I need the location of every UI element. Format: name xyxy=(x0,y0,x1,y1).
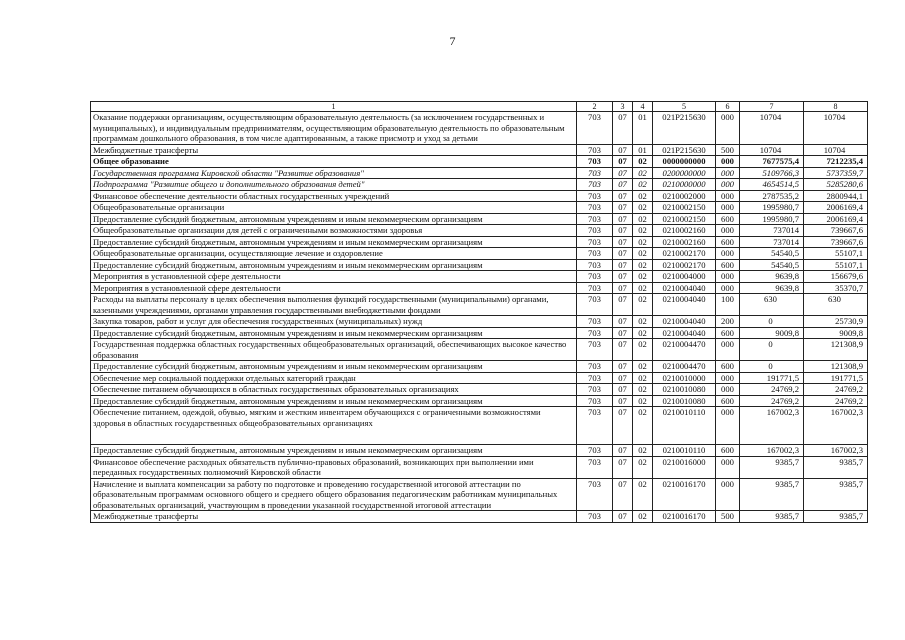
row-amount-2: 2800944,1 xyxy=(804,190,868,202)
row-amount-1: 737014 xyxy=(740,236,804,248)
row-subsection: 01 xyxy=(633,112,653,145)
row-admin-code: 703 xyxy=(577,445,613,457)
row-expense-type: 000 xyxy=(716,190,740,202)
row-section: 07 xyxy=(613,225,633,237)
table-row xyxy=(91,407,868,445)
row-amount-2: 191771,5 xyxy=(804,372,868,384)
row-target-article: 0210002170 xyxy=(653,248,716,260)
row-admin-code: 703 xyxy=(577,271,613,283)
row-amount-1: 54540,5 xyxy=(740,259,804,271)
row-amount-1: 10704 xyxy=(740,112,804,145)
table-row xyxy=(91,395,868,407)
row-amount-2: 25730,9 xyxy=(804,316,868,328)
table-row xyxy=(91,456,868,478)
row-target-article: 0210010080 xyxy=(653,384,716,396)
row-section: 07 xyxy=(613,294,633,316)
row-name: Государственная программа Кировской области "Развитие образования" xyxy=(91,167,577,179)
row-target-article: 0210002170 xyxy=(653,259,716,271)
row-name: Межбюджетные трансферты xyxy=(91,144,577,156)
row-target-article: 0210004470 xyxy=(653,361,716,373)
row-name: Предоставление субсидий бюджетным, автономным учреждениям и иным некоммерческим организациям xyxy=(91,395,577,407)
row-amount-1: 1995980,7 xyxy=(740,213,804,225)
table-row xyxy=(91,282,868,294)
row-subsection: 02 xyxy=(633,190,653,202)
table-header-row xyxy=(91,102,868,112)
table-row xyxy=(91,259,868,271)
row-subsection: 02 xyxy=(633,282,653,294)
row-section: 07 xyxy=(613,112,633,145)
row-admin-code: 703 xyxy=(577,316,613,328)
row-target-article: 0210016000 xyxy=(653,456,716,478)
row-target-article: 0210010000 xyxy=(653,372,716,384)
row-expense-type: 100 xyxy=(716,294,740,316)
page-number: 7 xyxy=(449,34,456,48)
row-admin-code: 703 xyxy=(577,407,613,445)
row-section: 07 xyxy=(613,327,633,339)
row-target-article: 0210002160 xyxy=(653,236,716,248)
row-amount-2: 156679,6 xyxy=(804,271,868,283)
row-subsection: 02 xyxy=(633,327,653,339)
row-expense-type: 600 xyxy=(716,361,740,373)
row-amount-2: 9385,7 xyxy=(804,456,868,478)
table-row xyxy=(91,213,868,225)
row-name: Обеспечение мер социальной поддержки отдельных категорий граждан xyxy=(91,372,577,384)
table-body xyxy=(91,112,868,523)
row-expense-type: 000 xyxy=(716,248,740,260)
row-amount-1: 2787535,2 xyxy=(740,190,804,202)
row-subsection: 02 xyxy=(633,167,653,179)
row-name: Предоставление субсидий бюджетным, автономным учреждениям и иным некоммерческим организациям xyxy=(91,236,577,248)
row-expense-type: 000 xyxy=(716,282,740,294)
header-col-1: 1 xyxy=(91,102,577,112)
table-row xyxy=(91,384,868,396)
row-expense-type: 600 xyxy=(716,236,740,248)
row-expense-type: 000 xyxy=(716,179,740,191)
table-row xyxy=(91,316,868,328)
row-subsection: 02 xyxy=(633,213,653,225)
row-amount-2: 9385,7 xyxy=(804,478,868,511)
header-col-2: 2 xyxy=(577,102,613,112)
row-target-article: 0210016170 xyxy=(653,478,716,511)
table-row xyxy=(91,478,868,511)
row-expense-type: 200 xyxy=(716,316,740,328)
row-name: Общеобразовательные организации, осуществляющие лечение и оздоровление xyxy=(91,248,577,260)
table-row xyxy=(91,339,868,361)
row-subsection: 02 xyxy=(633,478,653,511)
row-name: Предоставление субсидий бюджетным, автономным учреждениям и иным некоммерческим организациям xyxy=(91,327,577,339)
row-target-article: 0000000000 xyxy=(653,156,716,168)
table-row xyxy=(91,156,868,168)
row-expense-type: 000 xyxy=(716,384,740,396)
row-section: 07 xyxy=(613,395,633,407)
row-amount-1: 7677575,4 xyxy=(740,156,804,168)
row-expense-type: 000 xyxy=(716,407,740,445)
row-amount-1: 24769,2 xyxy=(740,384,804,396)
row-amount-2: 739667,6 xyxy=(804,225,868,237)
row-expense-type: 600 xyxy=(716,327,740,339)
row-target-article: 0210004000 xyxy=(653,271,716,283)
row-amount-1: 0 xyxy=(740,316,804,328)
row-section: 07 xyxy=(613,156,633,168)
row-amount-2: 2006169,4 xyxy=(804,213,868,225)
table-row xyxy=(91,179,868,191)
table-row xyxy=(91,294,868,316)
row-target-article: 0210004040 xyxy=(653,282,716,294)
row-subsection: 02 xyxy=(633,511,653,523)
row-subsection: 02 xyxy=(633,271,653,283)
row-subsection: 02 xyxy=(633,294,653,316)
row-admin-code: 703 xyxy=(577,112,613,145)
table-row xyxy=(91,511,868,523)
row-name: Общеобразовательные организации для детей с ограниченными возможностями здоровья xyxy=(91,225,577,237)
row-name: Финансовое обеспечение расходных обязательств публично-правовых образований, возникающих при выполнении ими переданных государственных полномочий Кировской области xyxy=(91,456,577,478)
row-amount-1: 9639,8 xyxy=(740,282,804,294)
row-name: Обеспечение питанием обучающихся в областных государственных образовательных организациях xyxy=(91,384,577,396)
row-subsection: 02 xyxy=(633,361,653,373)
table-row xyxy=(91,202,868,214)
row-subsection: 02 xyxy=(633,372,653,384)
row-section: 07 xyxy=(613,282,633,294)
row-admin-code: 703 xyxy=(577,179,613,191)
row-subsection: 02 xyxy=(633,225,653,237)
row-name: Предоставление субсидий бюджетным, автономным учреждениям и иным некоммерческим организациям xyxy=(91,361,577,373)
header-col-5: 5 xyxy=(653,102,716,112)
row-admin-code: 703 xyxy=(577,294,613,316)
row-name: Предоставление субсидий бюджетным, автономным учреждениям и иным некоммерческим организациям xyxy=(91,213,577,225)
row-name: Мероприятия в установленной сфере деятельности xyxy=(91,282,577,294)
row-subsection: 02 xyxy=(633,395,653,407)
table-row xyxy=(91,225,868,237)
row-subsection: 02 xyxy=(633,202,653,214)
row-admin-code: 703 xyxy=(577,456,613,478)
header-col-3: 3 xyxy=(613,102,633,112)
row-section: 07 xyxy=(613,316,633,328)
row-section: 07 xyxy=(613,372,633,384)
row-expense-type: 600 xyxy=(716,213,740,225)
table-row xyxy=(91,167,868,179)
table-row xyxy=(91,271,868,283)
row-amount-2: 7212235,4 xyxy=(804,156,868,168)
row-expense-type: 000 xyxy=(716,271,740,283)
row-amount-1: 167002,3 xyxy=(740,407,804,445)
row-amount-1: 9385,7 xyxy=(740,456,804,478)
row-admin-code: 703 xyxy=(577,167,613,179)
row-amount-2: 167002,3 xyxy=(804,445,868,457)
row-admin-code: 703 xyxy=(577,213,613,225)
row-name: Финансовое обеспечение деятельности областных государственных учреждений xyxy=(91,190,577,202)
row-amount-1: 0 xyxy=(740,361,804,373)
row-amount-2: 24769,2 xyxy=(804,384,868,396)
row-name: Подпрограмма "Развитие общего и дополнительного образования детей" xyxy=(91,179,577,191)
row-admin-code: 703 xyxy=(577,225,613,237)
table-row xyxy=(91,112,868,145)
row-amount-1: 9385,7 xyxy=(740,511,804,523)
table-row xyxy=(91,248,868,260)
row-target-article: 0210004470 xyxy=(653,339,716,361)
row-subsection: 02 xyxy=(633,179,653,191)
row-expense-type: 000 xyxy=(716,456,740,478)
row-admin-code: 703 xyxy=(577,478,613,511)
row-subsection: 02 xyxy=(633,156,653,168)
row-admin-code: 703 xyxy=(577,395,613,407)
row-section: 07 xyxy=(613,407,633,445)
row-target-article: 0210010110 xyxy=(653,407,716,445)
row-amount-1: 9639,8 xyxy=(740,271,804,283)
row-target-article: 0210004040 xyxy=(653,327,716,339)
row-target-article: 0210002150 xyxy=(653,213,716,225)
row-amount-1: 9385,7 xyxy=(740,478,804,511)
row-expense-type: 600 xyxy=(716,445,740,457)
row-section: 07 xyxy=(613,511,633,523)
row-name: Мероприятия в установленной сфере деятельности xyxy=(91,271,577,283)
table-row xyxy=(91,190,868,202)
row-amount-1: 1995980,7 xyxy=(740,202,804,214)
row-amount-1: 9009,8 xyxy=(740,327,804,339)
row-target-article: 0210004040 xyxy=(653,316,716,328)
row-name: Общеобразовательные организации xyxy=(91,202,577,214)
row-expense-type: 000 xyxy=(716,167,740,179)
row-amount-2: 9009,8 xyxy=(804,327,868,339)
row-admin-code: 703 xyxy=(577,190,613,202)
row-name: Обеспечение питанием, одеждой, обувью, мягким и жестким инвентарем обучающихся с ограниченными возможностями здоровья в областных государственных общеобразовательных организациях xyxy=(91,407,577,445)
row-expense-type: 000 xyxy=(716,478,740,511)
header-col-7: 7 xyxy=(740,102,804,112)
row-expense-type: 000 xyxy=(716,225,740,237)
row-amount-2: 5285280,6 xyxy=(804,179,868,191)
row-name: Предоставление субсидий бюджетным, автономным учреждениям и иным некоммерческим организациям xyxy=(91,259,577,271)
row-target-article: 0210000000 xyxy=(653,179,716,191)
row-expense-type: 000 xyxy=(716,112,740,145)
row-section: 07 xyxy=(613,144,633,156)
row-subsection: 02 xyxy=(633,384,653,396)
row-section: 07 xyxy=(613,361,633,373)
header-col-8: 8 xyxy=(804,102,868,112)
row-target-article: 0210002000 xyxy=(653,190,716,202)
row-section: 07 xyxy=(613,259,633,271)
row-admin-code: 703 xyxy=(577,236,613,248)
row-section: 07 xyxy=(613,236,633,248)
row-section: 07 xyxy=(613,271,633,283)
row-amount-1: 0 xyxy=(740,339,804,361)
table-row xyxy=(91,445,868,457)
row-target-article: 0200000000 xyxy=(653,167,716,179)
row-admin-code: 703 xyxy=(577,361,613,373)
row-subsection: 02 xyxy=(633,456,653,478)
row-name: Общее образование xyxy=(91,156,577,168)
row-section: 07 xyxy=(613,248,633,260)
row-target-article: 0210010110 xyxy=(653,445,716,457)
row-section: 07 xyxy=(613,202,633,214)
row-target-article: 0210002150 xyxy=(653,202,716,214)
row-expense-type: 500 xyxy=(716,511,740,523)
table-row xyxy=(91,327,868,339)
row-name: Государственная поддержка областных государственных общеобразовательных организаций, обеспечивающих высокое качество образования xyxy=(91,339,577,361)
row-admin-code: 703 xyxy=(577,144,613,156)
row-name: Начисление и выплата компенсации за работу по подготовке и проведению государственной итоговой аттестации по образовательным программам основного общего и среднего общего образования педагогическим работникам муниципальных образовательных организаций, участвующим в проведении указанной государственной итоговой аттестации xyxy=(91,478,577,511)
table-row xyxy=(91,361,868,373)
row-section: 07 xyxy=(613,339,633,361)
row-amount-2: 35370,7 xyxy=(804,282,868,294)
row-amount-1: 5109766,3 xyxy=(740,167,804,179)
row-expense-type: 600 xyxy=(716,395,740,407)
row-section: 07 xyxy=(613,213,633,225)
row-expense-type: 600 xyxy=(716,259,740,271)
row-subsection: 01 xyxy=(633,144,653,156)
row-amount-2: 2006169,4 xyxy=(804,202,868,214)
row-amount-2: 167002,3 xyxy=(804,407,868,445)
row-target-article: 021P215630 xyxy=(653,112,716,145)
row-target-article: 0210004040 xyxy=(653,294,716,316)
row-expense-type: 000 xyxy=(716,339,740,361)
row-admin-code: 703 xyxy=(577,339,613,361)
row-expense-type: 000 xyxy=(716,156,740,168)
row-subsection: 02 xyxy=(633,339,653,361)
header-col-6: 6 xyxy=(716,102,740,112)
row-expense-type: 500 xyxy=(716,144,740,156)
row-section: 07 xyxy=(613,384,633,396)
row-name: Межбюджетные трансферты xyxy=(91,511,577,523)
row-name: Закупка товаров, работ и услуг для обеспечения государственных (муниципальных) нужд xyxy=(91,316,577,328)
row-name: Расходы на выплаты персоналу в целях обеспечения выполнения функций государственными (муниципальными) органами, казенными учреждениями, органами управления государственными внебюджетными фондами xyxy=(91,294,577,316)
row-subsection: 02 xyxy=(633,407,653,445)
row-amount-2: 10704 xyxy=(804,112,868,145)
row-amount-1: 54540,5 xyxy=(740,248,804,260)
row-amount-1: 191771,5 xyxy=(740,372,804,384)
row-admin-code: 703 xyxy=(577,372,613,384)
row-amount-2: 121308,9 xyxy=(804,361,868,373)
row-amount-2: 630 xyxy=(804,294,868,316)
budget-table xyxy=(90,101,868,523)
row-target-article: 0210002160 xyxy=(653,225,716,237)
row-admin-code: 703 xyxy=(577,282,613,294)
row-subsection: 02 xyxy=(633,445,653,457)
row-subsection: 02 xyxy=(633,236,653,248)
row-subsection: 02 xyxy=(633,259,653,271)
row-section: 07 xyxy=(613,445,633,457)
row-amount-1: 630 xyxy=(740,294,804,316)
row-amount-1: 24769,2 xyxy=(740,395,804,407)
row-amount-2: 55107,1 xyxy=(804,248,868,260)
row-target-article: 0210010080 xyxy=(653,395,716,407)
row-section: 07 xyxy=(613,179,633,191)
row-name: Предоставление субсидий бюджетным, автономным учреждениям и иным некоммерческим организациям xyxy=(91,445,577,457)
row-target-article: 0210016170 xyxy=(653,511,716,523)
row-section: 07 xyxy=(613,190,633,202)
row-section: 07 xyxy=(613,478,633,511)
row-section: 07 xyxy=(613,456,633,478)
row-expense-type: 000 xyxy=(716,372,740,384)
row-name: Оказание поддержки организациям, осуществляющим образовательную деятельность (за исключением государственных и муниципальных), и индивидуальным предпринимателям, осуществляющим образовательную деятельность по образовательным программам дошкольного образования, в том числе адаптированным, а также присмотр и уход за детьми xyxy=(91,112,577,145)
row-admin-code: 703 xyxy=(577,156,613,168)
table-row xyxy=(91,144,868,156)
row-admin-code: 703 xyxy=(577,327,613,339)
row-admin-code: 703 xyxy=(577,259,613,271)
row-subsection: 02 xyxy=(633,248,653,260)
table-row xyxy=(91,236,868,248)
row-amount-2: 5737359,7 xyxy=(804,167,868,179)
row-admin-code: 703 xyxy=(577,511,613,523)
row-amount-2: 10704 xyxy=(804,144,868,156)
row-admin-code: 703 xyxy=(577,202,613,214)
row-target-article: 021P215630 xyxy=(653,144,716,156)
row-subsection: 02 xyxy=(633,316,653,328)
row-amount-2: 24769,2 xyxy=(804,395,868,407)
row-expense-type: 000 xyxy=(716,202,740,214)
row-section: 07 xyxy=(613,167,633,179)
row-amount-2: 739667,6 xyxy=(804,236,868,248)
row-admin-code: 703 xyxy=(577,248,613,260)
row-amount-2: 121308,9 xyxy=(804,339,868,361)
row-amount-1: 167002,3 xyxy=(740,445,804,457)
row-admin-code: 703 xyxy=(577,384,613,396)
row-amount-1: 737014 xyxy=(740,225,804,237)
row-amount-2: 9385,7 xyxy=(804,511,868,523)
header-col-4: 4 xyxy=(633,102,653,112)
row-amount-1: 10704 xyxy=(740,144,804,156)
table-row xyxy=(91,372,868,384)
row-amount-1: 4654514,5 xyxy=(740,179,804,191)
row-amount-2: 55107,1 xyxy=(804,259,868,271)
